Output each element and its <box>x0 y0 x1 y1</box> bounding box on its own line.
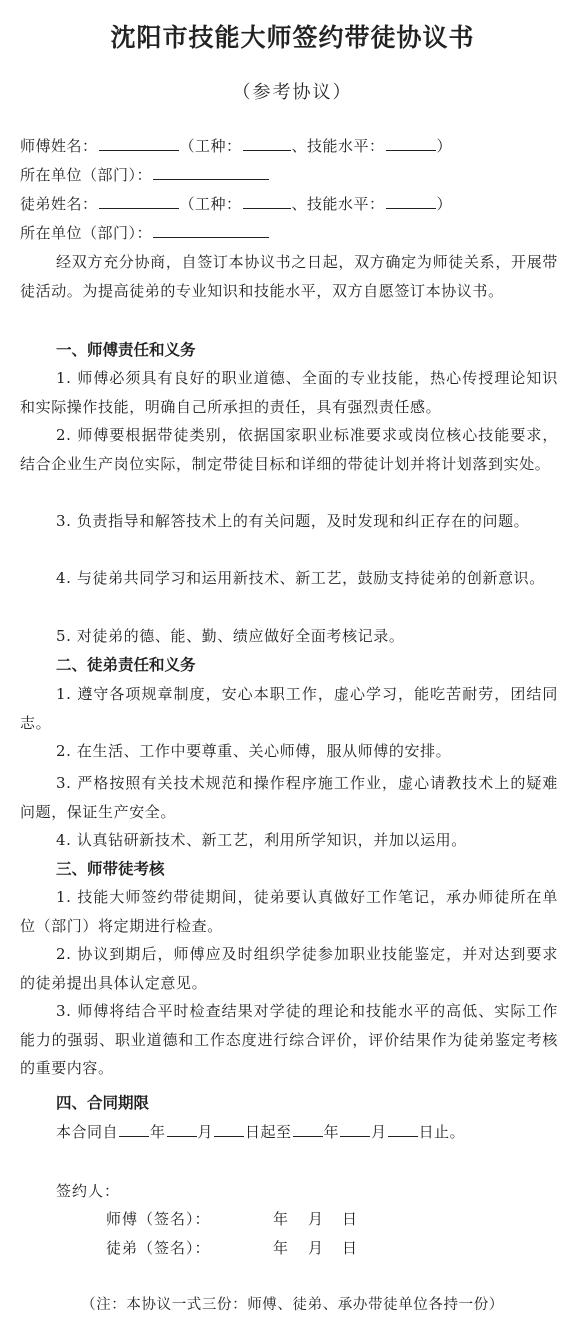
apprentice-trade-label: （工种： <box>179 195 242 213</box>
term-year-label: 年 <box>323 1123 340 1141</box>
master-unit-line <box>20 164 270 185</box>
term-year-label: 年 <box>150 1123 166 1141</box>
section-item: 1. 遵守各项规章制度，安心本职工作，虚心学习，能吃苦耐劳，团结同志。 <box>20 685 558 732</box>
apprentice-sign-month: 月 <box>308 1239 325 1257</box>
signature-label: 签约人： <box>56 1182 121 1200</box>
apprentice-skill-label: 、技能水平： <box>291 195 385 213</box>
close-paren: ） <box>436 137 453 155</box>
contract-term-line <box>56 1121 465 1142</box>
term-end-month-blank <box>340 1122 370 1137</box>
master-unit-blank <box>153 165 269 180</box>
section-heading: 三、师带徒考核 <box>56 860 165 878</box>
apprentice-name-label: 徒弟姓名： <box>20 195 98 213</box>
document-title: 沈阳市技能大师签约带徒协议书 <box>110 23 475 52</box>
apprentice-skill-blank <box>386 194 436 209</box>
term-start-year-blank <box>119 1122 149 1137</box>
apprentice-unit-label: 所在单位（部门）： <box>20 224 153 242</box>
section-item: 2. 师傅要根据带徒类别，依据国家职业标准要求或岗位核心技能要求，结合企业生产岗位实际，制定带徒目标和详细的带徒计划并将计划落到实处。 <box>20 426 558 473</box>
master-sign-day: 日 <box>342 1210 359 1228</box>
master-signature-label: 师傅（签名）： <box>106 1210 211 1228</box>
section-heading: 二、徒弟责任和义务 <box>56 656 196 674</box>
apprentice-unit-line <box>20 222 270 243</box>
master-info-line <box>20 135 452 156</box>
master-trade-blank <box>243 136 291 151</box>
term-start-month-blank <box>167 1122 197 1137</box>
term-end-day-blank <box>388 1122 418 1137</box>
section-item: 3. 师傅将结合平时检查结果对学徒的理论和技能水平的高低、实际工作能力的强弱、职业道德和工作态度进行综合评价，评价结果作为徒弟鉴定考核的重要内容。 <box>20 1002 558 1078</box>
apprentice-info-line <box>20 193 452 214</box>
apprentice-sign-day: 日 <box>342 1239 359 1257</box>
master-sign-year: 年 <box>273 1210 290 1228</box>
term-day-from-label: 日起至 <box>245 1123 292 1141</box>
section-item: 5. 对徒弟的德、能、勤、绩应做好全面考核记录。 <box>56 627 405 645</box>
section-item: 2. 协议到期后，师傅应及时组织学徒参加职业技能鉴定，并对达到要求的徒弟提出具体认定意见。 <box>20 945 558 992</box>
section-item: 4. 认真钻研新技术、新工艺，利用所学知识，并加以运用。 <box>56 831 467 849</box>
apprentice-name-blank <box>99 194 179 209</box>
master-sign-month: 月 <box>308 1210 325 1228</box>
document-subtitle: （参考协议） <box>232 82 353 103</box>
section-item: 2. 在生活、工作中要尊重、关心师傅，服从师傅的安排。 <box>56 742 452 760</box>
section-item: 1. 师傅必须具有良好的职业道德、全面的专业技能，热心传授理论知识和实际操作技能，明确自己所承担的责任，具有强烈责任感。 <box>20 369 558 416</box>
intro-paragraph: 经双方充分协商，自签订本协议书之日起，双方确定为师徒关系，开展带徒活动。为提高徒弟的专业知识和技能水平，双方自愿签订本协议书。 <box>20 253 558 300</box>
master-name-label: 师傅姓名： <box>20 137 98 155</box>
term-month-label: 月 <box>371 1123 387 1141</box>
term-day-to-label: 日止。 <box>418 1123 466 1141</box>
section-item: 1. 技能大师签约带徒期间，徒弟要认真做好工作笔记，承办师徒所在单位（部门）将定期进行检查。 <box>20 888 558 935</box>
section-heading: 四、合同期限 <box>56 1094 150 1112</box>
section-heading: 一、师傅责任和义务 <box>56 341 196 359</box>
master-skill-blank <box>386 136 436 151</box>
apprentice-unit-blank <box>153 223 269 238</box>
apprentice-trade-blank <box>243 194 291 209</box>
apprentice-sign-year: 年 <box>273 1239 290 1257</box>
section-item: 4. 与徒弟共同学习和运用新技术、新工艺，鼓励支持徒弟的创新意识。 <box>56 569 545 587</box>
master-name-blank <box>99 136 179 151</box>
master-skill-label: 、技能水平： <box>291 137 385 155</box>
term-start-label: 本合同自 <box>56 1123 119 1141</box>
apprentice-signature-label: 徒弟（签名）： <box>106 1239 211 1257</box>
term-month-label: 月 <box>197 1123 214 1141</box>
close-paren: ） <box>436 195 453 213</box>
master-unit-label: 所在单位（部门）： <box>20 166 153 184</box>
term-end-year-blank <box>293 1122 323 1137</box>
section-item: 3. 严格按照有关技术规范和操作程序施工作业，虚心请教技术上的疑难问题，保证生产安全。 <box>20 774 558 821</box>
term-start-day-blank <box>214 1122 244 1137</box>
footer-note: （注：本协议一式三份：师傅、徒弟、承办带徒单位各持一份） <box>81 1297 504 1313</box>
master-trade-label: （工种： <box>179 137 242 155</box>
section-item: 3. 负责指导和解答技术上的有关问题，及时发现和纠正存在的问题。 <box>56 512 530 530</box>
